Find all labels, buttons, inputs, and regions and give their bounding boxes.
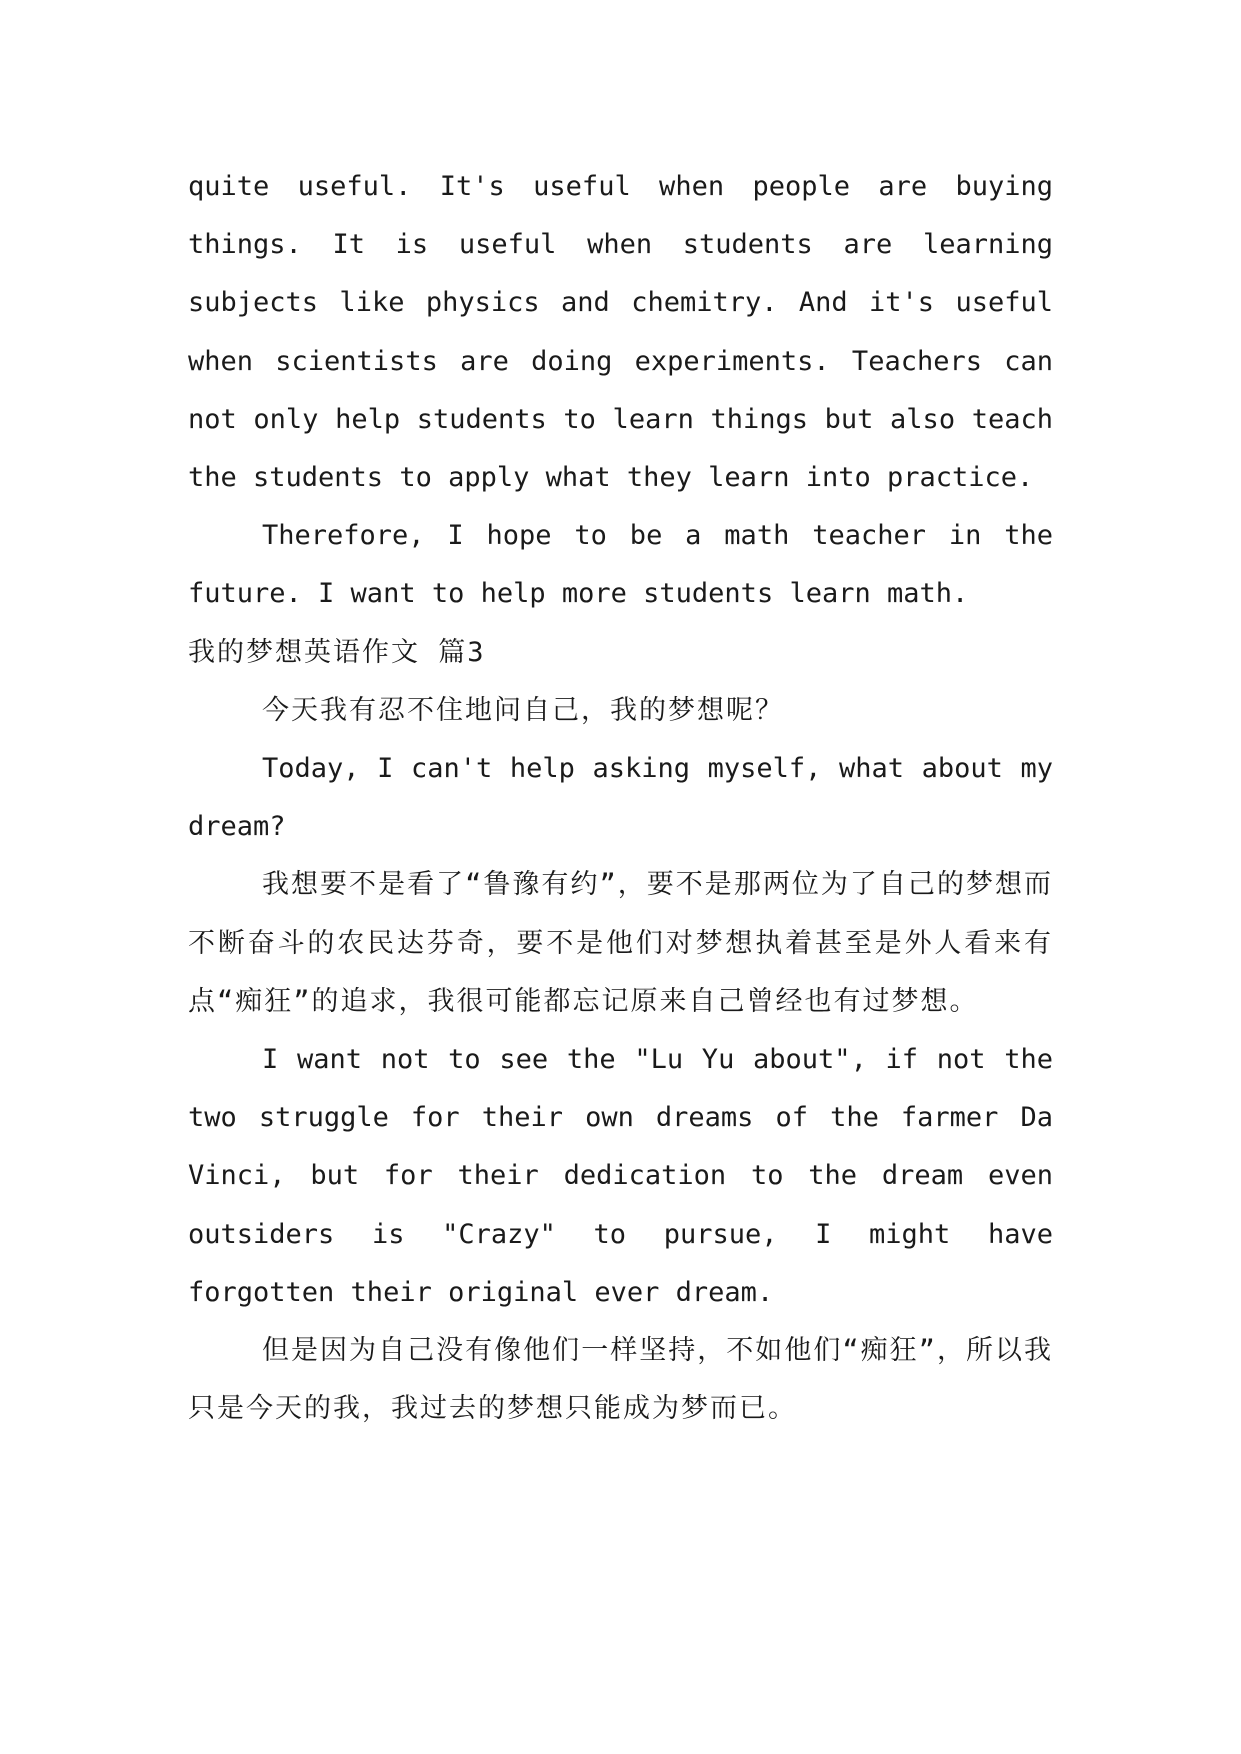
document-body xyxy=(188,158,1053,1438)
section-heading: 我的梦想英语作文 篇3 xyxy=(188,636,486,668)
paragraph-reflection-english: I want not to see the "Lu Yu about", if not the two struggle for their own dreams of the farmer Da Vinci, but for their dedication to the dream even outsiders is "Crazy" to pursue, I might have forgotten their original ever dream. xyxy=(188,1044,1053,1308)
paragraph-reflection-chinese: 我想要不是看了“鲁豫有约”，要不是那两位为了自己的梦想而不断奋斗的农民达芬奇，要不是他们对梦想执着甚至是外人看来有点“痴狂”的追求，我很可能都忘记原来自己曾经也有过梦想。 xyxy=(188,869,1053,1017)
paragraph-question-english: Today, I can't help asking myself, what about my dream? xyxy=(188,753,1053,843)
paragraph-math-usefulness: quite useful. It's useful when people are buying things. It is useful when students are learning subjects like physics and chemitry. And it's useful when scientists are doing experiments. Teachers can not only help students to learn things but also teach the students to apply what they learn into practice. xyxy=(188,171,1053,494)
paragraph-conclusion-chinese: 但是因为自己没有像他们一样坚持，不如他们“痴狂”，所以我只是今天的我，我过去的梦想只能成为梦而已。 xyxy=(188,1335,1053,1425)
paragraph-question-chinese: 今天我有忍不住地问自己，我的梦想呢？ xyxy=(262,694,784,726)
paragraph-math-teacher-hope: Therefore, I hope to be a math teacher in the future. I want to help more students learn math. xyxy=(188,520,1053,610)
